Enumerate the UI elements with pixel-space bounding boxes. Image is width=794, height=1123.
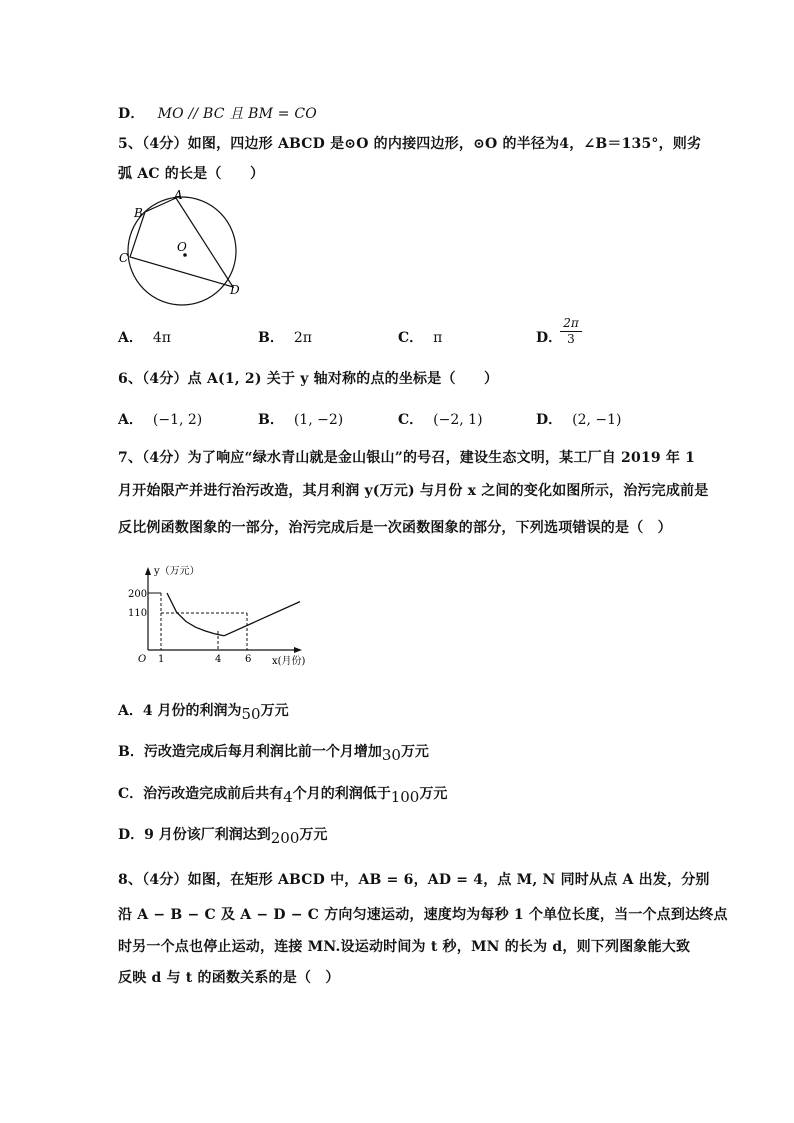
label-o: O [177, 240, 187, 254]
x-tick-1: 1 [158, 654, 165, 665]
inverse-proportion-curve [167, 593, 224, 636]
linear-function-line [224, 602, 300, 636]
q7-stem-line1: 7、（4分）为了响应“绿水青山就是金山银山”的号召，建设生态文明，某工厂自 2019 年 1 [118, 450, 696, 466]
q6-stem-line1: 6、（4分）点 A(1, 2) 关于 y 轴对称的点的坐标是（ ） [118, 371, 499, 387]
y-tick-110: 110 [128, 608, 148, 619]
q6-option-a: A． (−1, 2) [118, 412, 203, 428]
q8-stem-line2: 沿 A − B − C 及 A − D − C 方向匀速运动，速度均为每秒 1 个单位长度，当一个点到达终点 [118, 907, 728, 923]
x-tick-4: 4 [215, 654, 222, 665]
q5-stem-line2: 弧 AC 的长是（ ） [118, 166, 265, 182]
x-axis-arrow [294, 647, 302, 653]
q4-option-d-text: MO // BC 且 BM = CO [157, 106, 317, 122]
q7-stem-line3: 反比例函数图象的一部分，治污完成后是一次函数图象的部分，下列选项错误的是（ ） [118, 520, 672, 536]
y-tick-200: 200 [128, 589, 148, 600]
q7-profit-chart [120, 560, 320, 668]
y-axis-label: y（万元） [154, 566, 200, 577]
q4-option-d: D． MO // BC 且 BM = CO [118, 106, 317, 122]
q5-circle-figure [112, 188, 252, 313]
q8-stem-line1: 8、（4分）如图，在矩形 ABCD 中，AB = 6，AD = 4，点 M, N 同时从点 A 出发，分别 [118, 872, 710, 888]
q7-stem-line2: 月开始限产并进行治污改造，其月利润 y(万元) 与月份 x 之间的变化如图所示，治污完成前是 [118, 483, 709, 499]
y-axis-arrow [145, 567, 151, 575]
q5-option-c: C． π [398, 330, 443, 346]
label-a: A [174, 188, 183, 202]
q7-option-b: B．污改造完成后每月利润比前一个月增加30万元 [118, 744, 429, 764]
q6-option-c: C． (−2, 1) [398, 412, 483, 428]
q6-option-b: B． (1, −2) [258, 412, 344, 428]
q7-option-a: A．4 月份的利润为50万元 [118, 703, 289, 723]
x-axis-label: x(月份) [272, 656, 306, 667]
label-b: B [134, 206, 143, 220]
q5-option-b: B． 2π [258, 330, 312, 346]
label-c: C [119, 251, 129, 265]
q6-option-d: D． (2, −1) [536, 412, 622, 428]
q8-stem-line3: 时另一个点也停止运动，连接 MN.设运动时间为 t 秒，MN 的长为 d，则下列图象能大致 [118, 939, 691, 955]
q8-stem-line4: 反映 d 与 t 的函数关系的是（ ） [118, 970, 340, 986]
q5-option-d-fraction: 2π 3 [560, 316, 582, 346]
q5-option-d: D． [536, 330, 563, 346]
origin-label: O [138, 654, 147, 665]
q7-option-d: D．9 月份该厂利润达到200万元 [118, 827, 328, 847]
q5-stem-line1: 5、（4分）如图，四边形 ABCD 是⊙O 的内接四边形，⊙O 的半径为4，∠B＝135°，则劣 [118, 136, 702, 152]
x-tick-6: 6 [245, 654, 252, 665]
label-d: D [230, 283, 240, 297]
q5-option-a: A． 4π [118, 330, 171, 346]
q7-option-c: C．治污改造完成前后共有4个月的利润低于100万元 [118, 786, 448, 806]
